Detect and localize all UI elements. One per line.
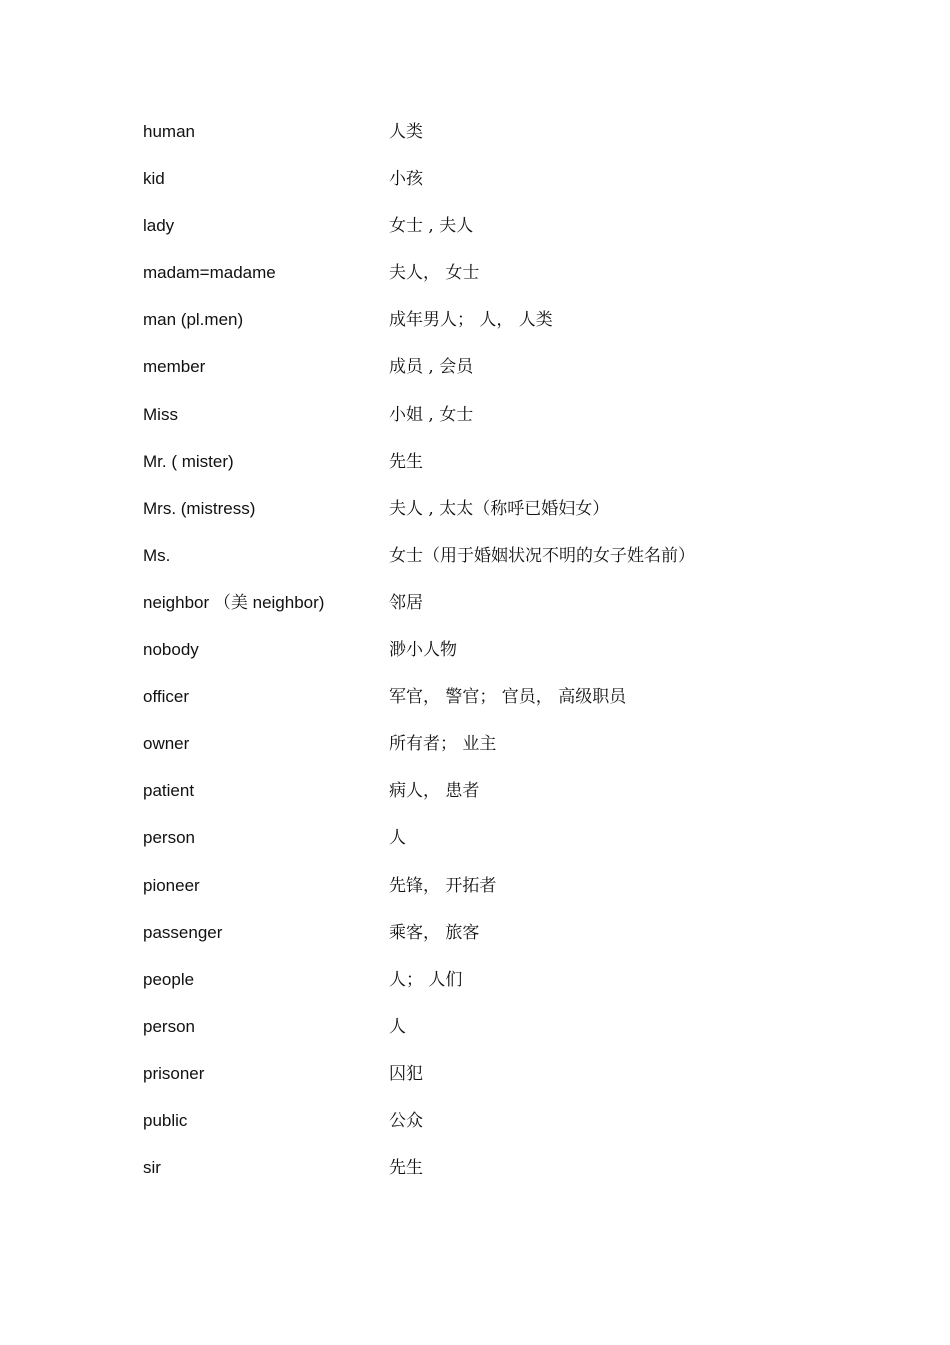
chinese-meaning: 成年男人； 人， 人类 [389, 310, 553, 331]
list-item [143, 118, 843, 165]
chinese-meaning: 先生 [389, 1158, 423, 1179]
chinese-meaning: 先锋， 开拓者 [389, 875, 497, 896]
chinese-meaning: 夫人 , 太太（称呼已婚妇女） [389, 498, 610, 519]
list-item [143, 542, 843, 589]
list-item [143, 1013, 843, 1060]
english-term: human [143, 122, 195, 141]
english-term: public [143, 1110, 188, 1130]
list-item [143, 165, 843, 212]
chinese-meaning: 人； 人们 [389, 969, 463, 990]
list-item [143, 1107, 843, 1154]
chinese-meaning: 病人， 患者 [389, 781, 480, 802]
list-item [143, 730, 843, 777]
list-item [143, 589, 843, 636]
english-term: prisoner [143, 1063, 205, 1083]
english-term: lady [143, 216, 175, 236]
chinese-meaning: 囚犯 [389, 1063, 423, 1084]
list-item [143, 212, 843, 259]
english-term: Mrs. (mistress) [143, 498, 256, 518]
list-item [143, 777, 843, 824]
english-term: sir [143, 1158, 161, 1178]
english-term: neighbor （美 neighbor) [143, 592, 325, 612]
list-item [143, 966, 843, 1013]
list-item [143, 1060, 843, 1107]
chinese-meaning: 所有者； 业主 [389, 734, 497, 755]
chinese-meaning: 人 [389, 1016, 406, 1037]
list-item [143, 636, 843, 683]
chinese-meaning: 先生 [389, 451, 423, 472]
chinese-meaning: 军官， 警官； 官员， 高级职员 [389, 687, 627, 708]
english-term: madam=madame [143, 263, 276, 283]
english-term: person [143, 828, 195, 848]
english-term: Ms. [143, 545, 171, 565]
list-item [143, 448, 843, 495]
english-term: kid [143, 169, 165, 189]
chinese-meaning: 小姐 , 女士 [389, 404, 474, 425]
chinese-meaning: 渺小人物 [389, 640, 457, 661]
list-item [143, 306, 843, 353]
english-term: Mr. ( mister) [143, 451, 234, 471]
chinese-meaning: 女士（用于婚姻状况不明的女子姓名前） [389, 545, 695, 566]
list-item [143, 353, 843, 400]
chinese-meaning: 人类 [389, 122, 423, 142]
list-item [143, 683, 843, 730]
chinese-meaning: 乘客， 旅客 [389, 922, 480, 943]
vocabulary-list [143, 118, 843, 1201]
english-term: owner [143, 734, 190, 754]
english-term: pioneer [143, 875, 200, 895]
list-item [143, 824, 843, 871]
english-term: nobody [143, 640, 199, 660]
english-term: Miss [143, 404, 178, 424]
chinese-meaning: 女士 , 夫人 [389, 216, 474, 237]
list-item [143, 1154, 843, 1201]
list-item [143, 401, 843, 448]
english-term: people [143, 969, 195, 989]
chinese-meaning: 夫人， 女士 [389, 263, 480, 284]
english-term: patient [143, 781, 195, 801]
list-item [143, 872, 843, 919]
english-term: officer [143, 687, 189, 707]
list-item [143, 495, 843, 542]
chinese-meaning: 公众 [389, 1110, 423, 1131]
chinese-meaning: 人 [389, 828, 406, 849]
chinese-meaning: 小孩 [389, 169, 423, 190]
chinese-meaning: 邻居 [389, 592, 423, 613]
english-term: passenger [143, 922, 223, 942]
english-term: member [143, 357, 206, 377]
list-item [143, 259, 843, 306]
chinese-meaning: 成员 , 会员 [389, 357, 474, 378]
english-term: person [143, 1016, 195, 1036]
list-item [143, 919, 843, 966]
english-term: man (pl.men) [143, 310, 244, 330]
